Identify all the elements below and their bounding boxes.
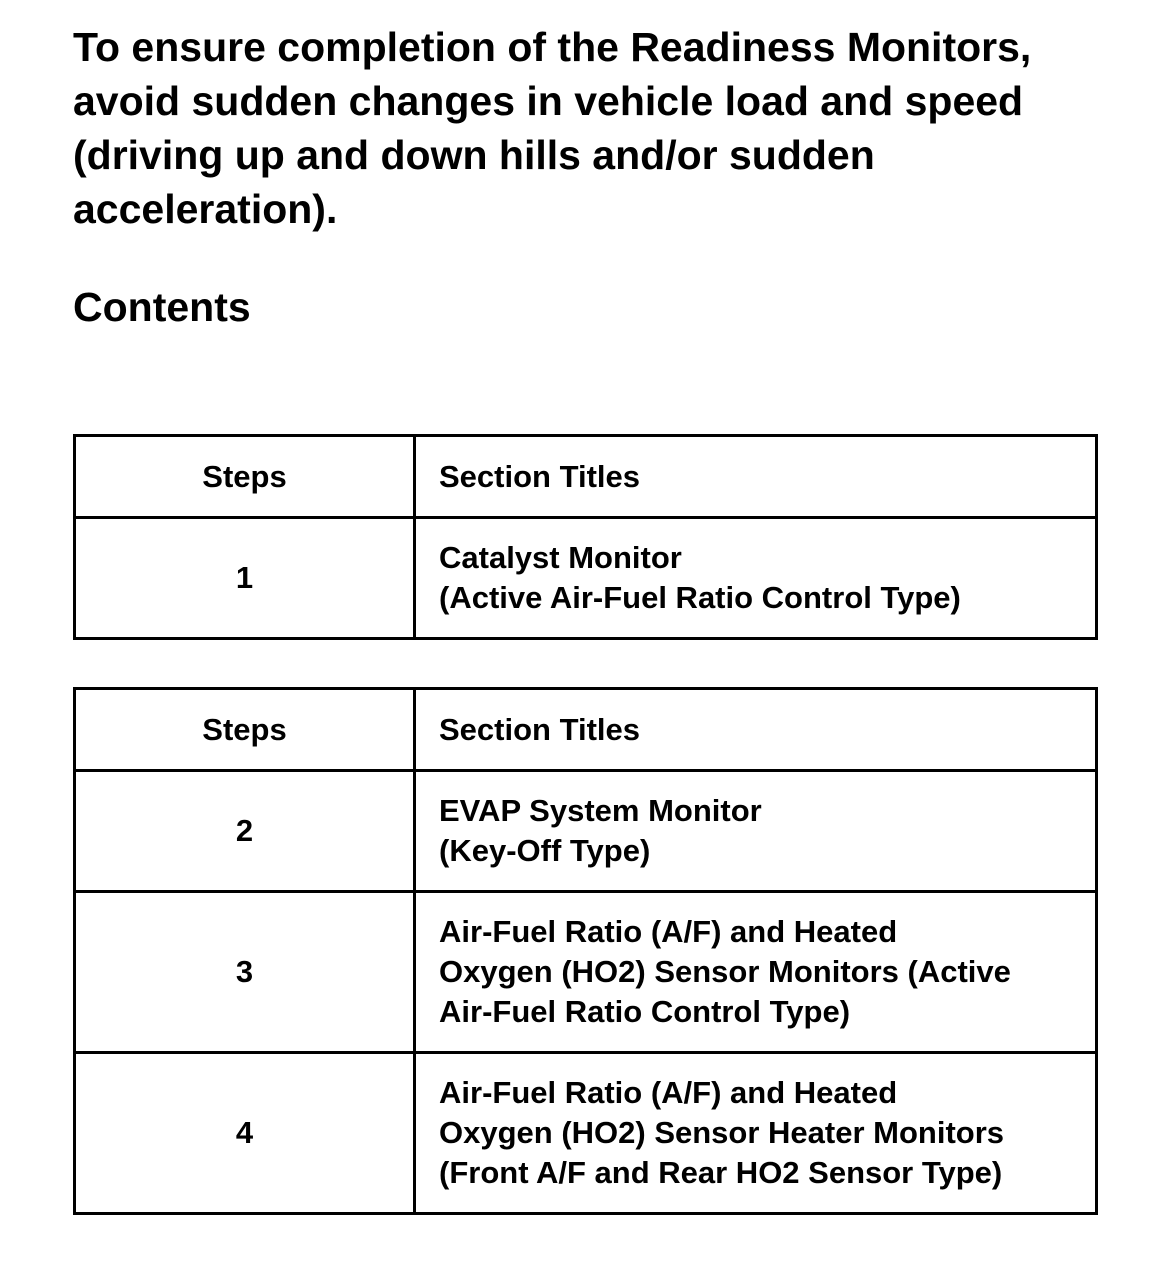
- contents-heading: Contents: [73, 284, 251, 330]
- section-title-line: Air-Fuel Ratio (A/F) and Heated: [439, 1075, 898, 1110]
- section-title-line: (Key-Off Type): [439, 833, 651, 868]
- table-header-row: [75, 436, 1097, 518]
- step-number: 4: [75, 1053, 415, 1214]
- section-title-line: Air-Fuel Ratio Control Type): [439, 994, 851, 1029]
- section-title-line: Catalyst Monitor: [439, 540, 682, 575]
- section-title-line: Oxygen (HO2) Sensor Monitors (Active: [439, 954, 1011, 989]
- table-row: [75, 1053, 1097, 1214]
- steps-header: Steps: [75, 689, 415, 771]
- step-number: 1: [75, 518, 415, 639]
- section-title: [415, 1053, 1097, 1214]
- step-number: 2: [75, 771, 415, 892]
- table-row: [75, 892, 1097, 1053]
- section-title: [415, 771, 1097, 892]
- section-titles-header: Section Titles: [415, 689, 1097, 771]
- contents-table-1: [73, 434, 1098, 640]
- section-title-line: (Active Air-Fuel Ratio Control Type): [439, 580, 961, 615]
- table-row: [75, 771, 1097, 892]
- steps-header: Steps: [75, 436, 415, 518]
- intro-paragraph: To ensure completion of the Readiness Monitors, avoid sudden changes in vehicle load and speed (driving up and down hills and/or sudden acceleration).: [73, 24, 1032, 232]
- section-titles-header: Section Titles: [415, 436, 1097, 518]
- section-title-line: Air-Fuel Ratio (A/F) and Heated: [439, 914, 898, 949]
- section-title-line: (Front A/F and Rear HO2 Sensor Type): [439, 1155, 1003, 1190]
- table-row: [75, 518, 1097, 639]
- section-title: [415, 892, 1097, 1053]
- step-number: 3: [75, 892, 415, 1053]
- section-title: [415, 518, 1097, 639]
- section-title-line: EVAP System Monitor: [439, 793, 762, 828]
- section-title-line: Oxygen (HO2) Sensor Heater Monitors: [439, 1115, 1005, 1150]
- table-header-row: [75, 689, 1097, 771]
- contents-table-2: [73, 687, 1098, 1215]
